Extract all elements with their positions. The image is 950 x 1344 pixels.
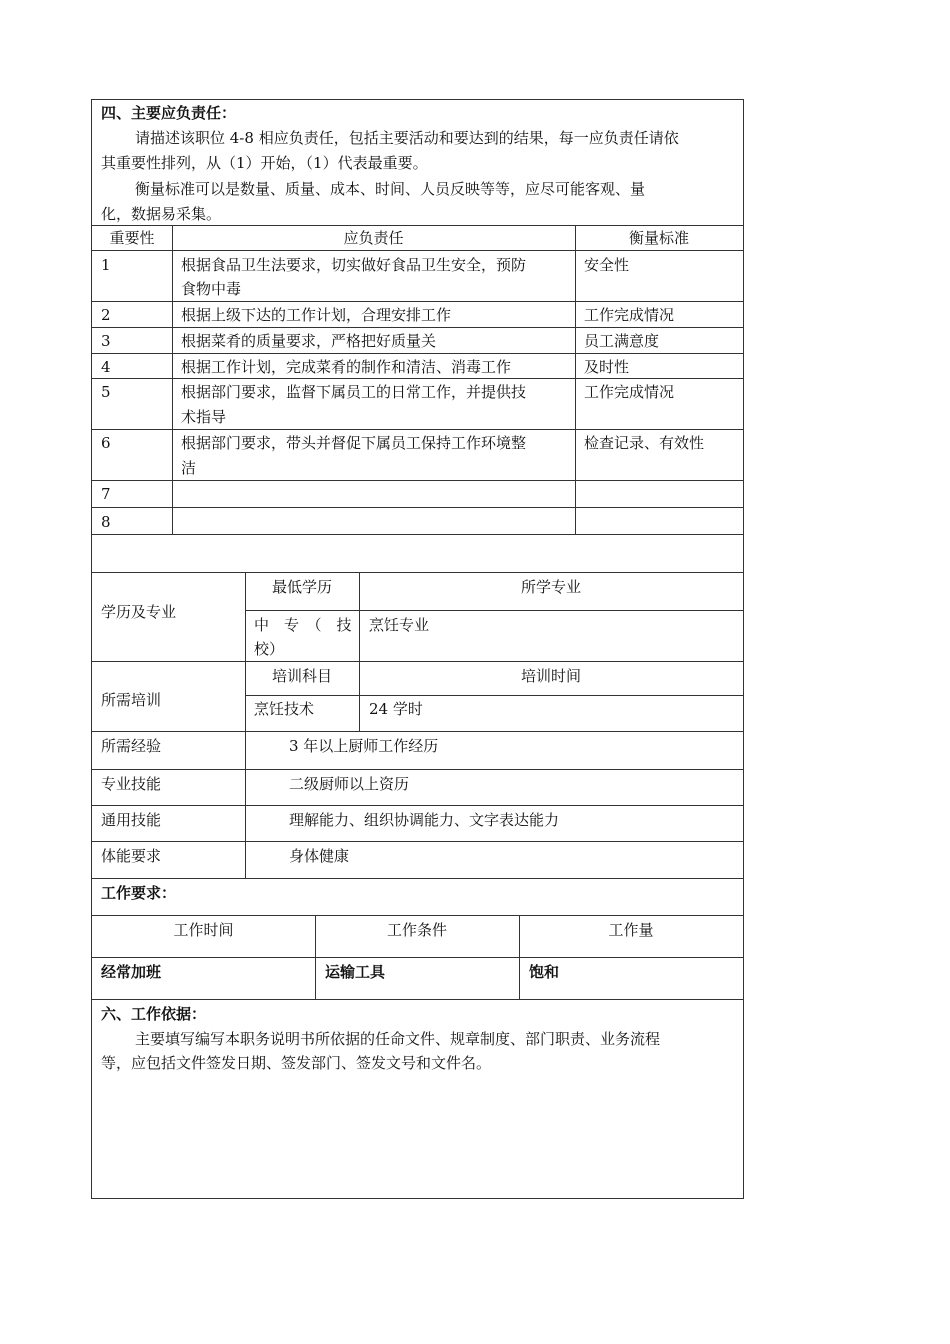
duty-header-rank: 重要性 [109, 229, 155, 247]
duty-text: 根据部门要求，带头并督促下属员工保持工作环境整 [181, 434, 527, 452]
training-time-value: 24 学时 [369, 700, 423, 718]
work-requirements-title: 工作要求： [101, 884, 177, 902]
duty-text-cont: 洁 [181, 459, 197, 477]
duty-text-cont: 食物中毒 [181, 280, 242, 298]
training-label: 所需培训 [101, 691, 162, 709]
workload-value: 饱和 [529, 963, 560, 981]
duty-rank: 1 [101, 256, 111, 274]
training-time-header: 培训时间 [520, 667, 581, 685]
duty-text: 根据上级下达的工作计划，合理安排工作 [181, 306, 452, 324]
duty-text: 根据部门要求，监督下属员工的日常工作，并提供技 [181, 383, 527, 401]
min-education-value: 中 专 （ 技 [254, 616, 352, 634]
training-subject-header: 培训科目 [271, 667, 332, 685]
section6-title: 六、工作依据： [101, 1005, 207, 1023]
duty-text: 根据菜肴的质量要求，严格把好质量关 [181, 332, 437, 350]
duty-rank: 5 [101, 383, 111, 401]
duty-rank: 7 [101, 485, 111, 503]
education-label: 学历及专业 [101, 603, 177, 621]
duty-rank: 6 [101, 434, 111, 452]
section4-para2-line1: 衡量标准可以是数量、质量、成本、时间、人员反映等等，应尽可能客观、量 [135, 180, 646, 198]
professional-skill-value: 二级厨师以上资历 [289, 775, 410, 793]
training-subject-value: 烹饪技术 [254, 700, 315, 718]
min-education-value-cont: 校） [254, 640, 285, 658]
section4-para2-line2: 化，数据易采集。 [101, 205, 222, 223]
work-condition-value: 运输工具 [325, 963, 386, 981]
duty-rank: 4 [101, 358, 111, 376]
duty-standard: 工作完成情况 [584, 383, 675, 401]
work-time-header: 工作时间 [173, 921, 234, 939]
duty-standard: 及时性 [584, 358, 630, 376]
general-skill-label: 通用技能 [101, 811, 162, 829]
section4-para1-line2: 其重要性排列，从（1）开始，（1）代表最重要。 [101, 154, 428, 172]
duty-standard: 检查记录、有效性 [584, 434, 705, 452]
workload-header: 工作量 [608, 921, 654, 939]
major-header: 所学专业 [520, 578, 581, 596]
work-condition-header: 工作条件 [386, 921, 447, 939]
section6-line1: 主要填写编写本职务说明书所依据的任命文件、规章制度、部门职责、业务流程 [135, 1030, 661, 1048]
major-value: 烹饪专业 [369, 616, 430, 634]
experience-label: 所需经验 [101, 737, 162, 755]
duty-text: 根据工作计划，完成菜肴的制作和清洁、消毒工作 [181, 358, 512, 376]
duty-standard: 员工满意度 [584, 332, 660, 350]
duty-rank: 3 [101, 332, 111, 350]
duty-text-cont: 术指导 [181, 408, 227, 426]
professional-skill-label: 专业技能 [101, 775, 162, 793]
physical-requirement-label: 体能要求 [101, 847, 162, 865]
duty-rank: 2 [101, 306, 111, 324]
duty-header-standard: 衡量标准 [628, 229, 689, 247]
min-education-header: 最低学历 [271, 578, 332, 596]
section4-title: 四、主要应负责任： [101, 104, 237, 122]
duty-standard: 工作完成情况 [584, 306, 675, 324]
duty-text: 根据食品卫生法要求，切实做好食品卫生安全，预防 [181, 256, 527, 274]
duty-header-duty: 应负责任 [343, 229, 404, 247]
physical-requirement-value: 身体健康 [289, 847, 350, 865]
duty-rank: 8 [101, 513, 111, 531]
section6-line2: 等，应包括文件签发日期、签发部门、签发文号和文件名。 [101, 1054, 492, 1072]
general-skill-value: 理解能力、组织协调能力、文字表达能力 [289, 811, 560, 829]
section4-para1-line1: 请描述该职位 4-8 相应负责任，包括主要活动和要达到的结果，每一应负责任请依 [135, 129, 679, 147]
work-time-value: 经常加班 [101, 963, 162, 981]
job-description-sheet [91, 99, 744, 1199]
duty-standard: 安全性 [584, 256, 630, 274]
experience-value: 3 年以上厨师工作经历 [289, 737, 439, 755]
